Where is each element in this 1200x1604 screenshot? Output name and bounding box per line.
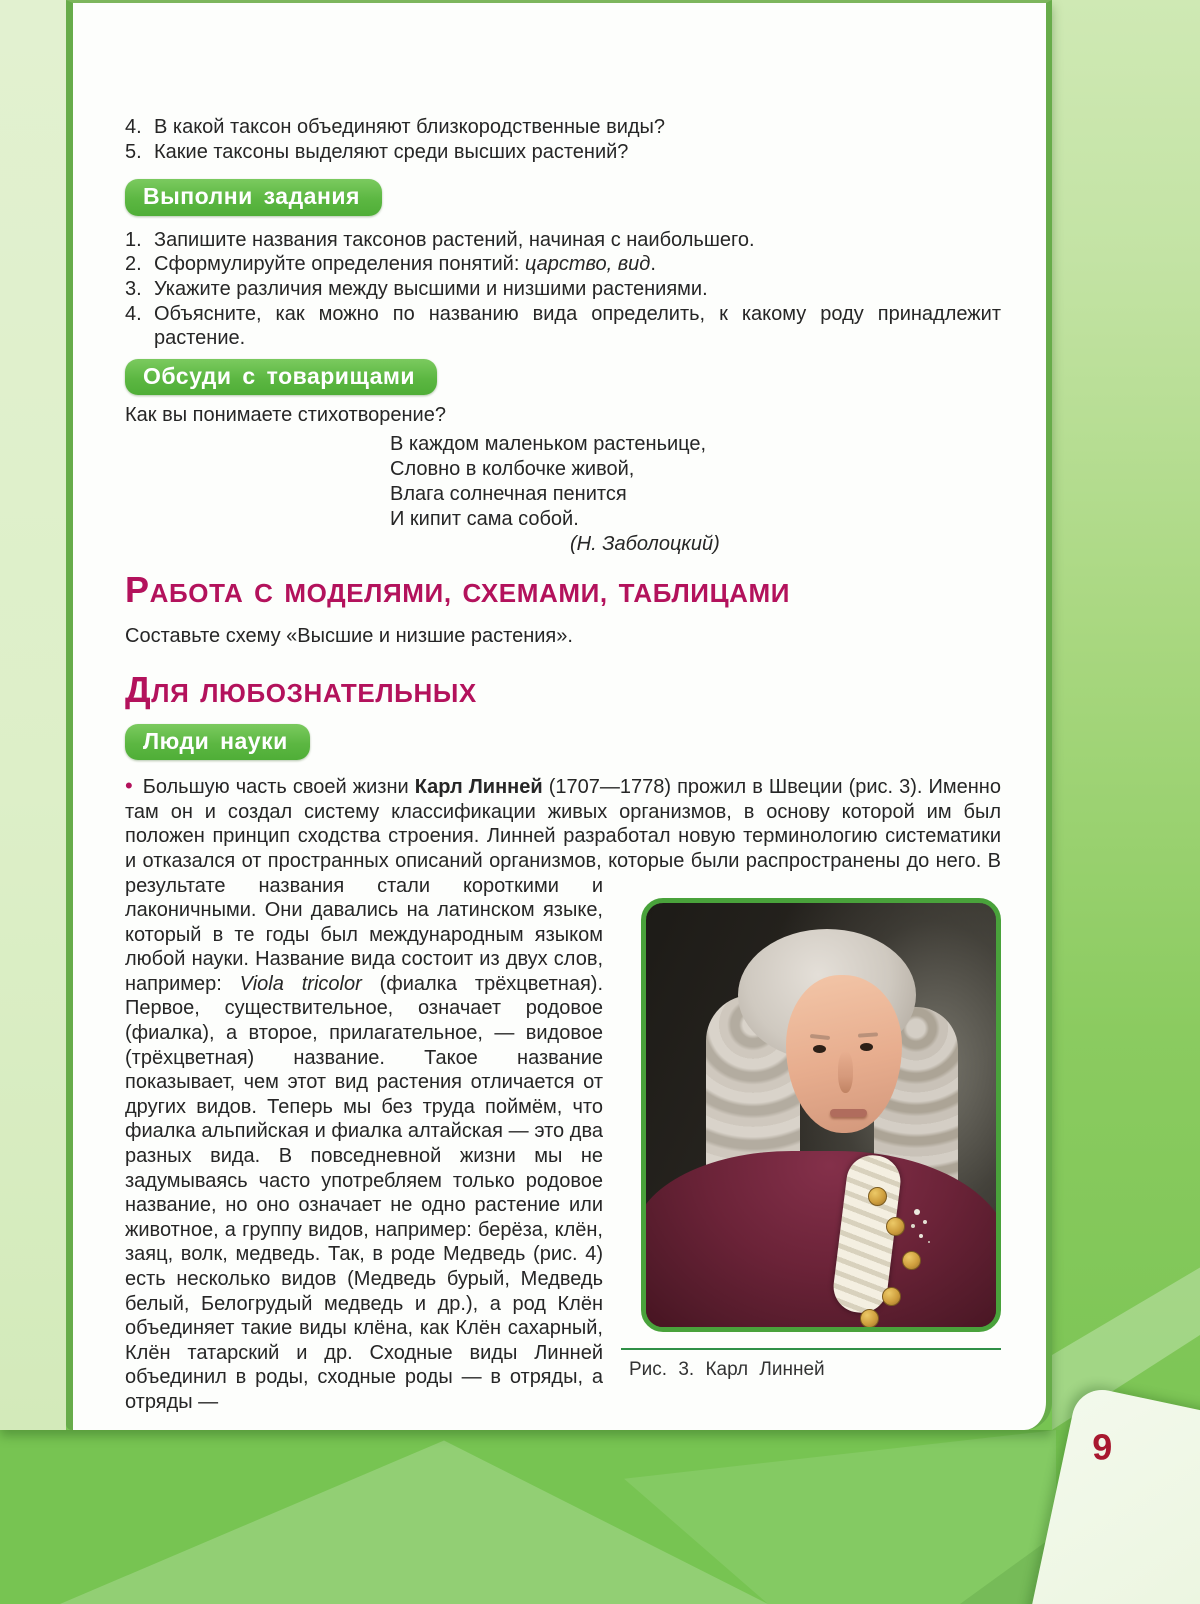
- curious-text: (фиалка трёхцветная). Первое, существительное, означает родовое (фиалка), а второе, прилагательное, — видовое (трёхцветная) название. Такое название показывает, чем этот вид растения отличается от других видов. Теперь мы без труда поймём, что фиалка альпийская и фиалка алтайская — это два разных вида. В повседневной жизни мы не задумываясь часто употребляем только родовое название, но оно означает не одно растение или животное, а группу видов, например: берёза, клён, заяц, волк, медведь. Так, в роде Медведь (рис. 4) есть несколько видов (Медведь бурый, Медведь белый, Белогрудый медведь и др.), а род Клён объединяет такие виды клёна, как Клён сахарный, Клён татарский и др. Сходные виды Линней объединил в роды, сходные роды — в отряды, а отряды —: [125, 972, 603, 1413]
- section-heading-curious: ДЛЯ ЛЮБОЗНАТЕЛЬНЫХ: [125, 668, 477, 710]
- left-margin-column: [0, 0, 66, 1430]
- figure-divider: [621, 1348, 1001, 1350]
- curious-text-bold: Карл Линней: [414, 776, 543, 799]
- poem: [390, 432, 1001, 532]
- task-text-italic: царство, вид: [524, 253, 651, 276]
- right-margin-column: [1052, 0, 1200, 1430]
- task-number: 1.: [125, 228, 142, 251]
- task-text: .: [650, 253, 656, 276]
- task-text: Сформулируйте определения понятий:: [154, 253, 525, 276]
- task-item: [125, 228, 1001, 253]
- task-number: 4.: [125, 302, 142, 325]
- curious-text-latin: Viola tricolor: [239, 972, 362, 995]
- poem-line: И кипит сама собой.: [390, 507, 579, 530]
- task-item: [125, 252, 1001, 277]
- question-item: [125, 115, 1001, 140]
- curious-paragraph: [125, 774, 1001, 1414]
- portrait-nose: [838, 1051, 853, 1093]
- task-number: 2.: [125, 253, 142, 276]
- tasks-badge: Выполни задания: [125, 179, 382, 216]
- figure-block: [621, 898, 1001, 1382]
- poem-line: В каждом маленьком растеньице,: [390, 432, 707, 455]
- poem-line: Словно в колбочке живой,: [390, 457, 635, 480]
- portrait-button: [868, 1187, 887, 1206]
- badge-row: [125, 351, 1001, 396]
- curious-text: Большую часть своей жизни: [142, 776, 415, 799]
- task-item: [125, 302, 1001, 351]
- textbook-page: [66, 0, 1052, 1430]
- bottom-background: [0, 1430, 1200, 1604]
- badge-row: [125, 164, 1001, 216]
- portrait-button: [860, 1309, 879, 1328]
- task-text: Запишите названия таксонов растений, начиная с наибольшего.: [154, 228, 755, 251]
- bullet-marker: •: [125, 773, 133, 799]
- discuss-intro: Как вы понимаете стихотворение?: [125, 404, 446, 427]
- page-number: 9: [1092, 1426, 1113, 1468]
- models-task: Составьте схему «Высшие и низшие растения».: [125, 624, 573, 647]
- tasks-list: [125, 228, 1001, 351]
- task-item: [125, 277, 1001, 302]
- people-badge: Люди науки: [125, 724, 310, 761]
- badge-row: [125, 712, 1001, 761]
- task-number: 3.: [125, 277, 142, 300]
- portrait-coat: [641, 1151, 1001, 1331]
- section-heading-models: РАБОТА С МОДЕЛЯМИ, СХЕМАМИ, ТАБЛИЦАМИ: [125, 568, 791, 610]
- portrait-button: [882, 1287, 901, 1306]
- question-text: Какие таксоны выделяют среди высших растений?: [154, 140, 629, 163]
- discuss-badge: Обсуди с товарищами: [125, 359, 437, 396]
- question-item: [125, 140, 1001, 165]
- task-text: Объясните, как можно по названию вида определить, к какому роду принадлежит растение.: [154, 302, 1001, 350]
- portrait-button: [886, 1217, 905, 1236]
- figure-frame: [641, 898, 1001, 1332]
- task-text: Укажите различия между высшими и низшими растениями.: [154, 277, 708, 300]
- figure-caption: Рис. 3. Карл Линней: [629, 1359, 825, 1381]
- question-number: 4.: [125, 116, 142, 138]
- portrait-mouth: [830, 1109, 867, 1117]
- poem-author: (Н. Заболоцкий): [570, 532, 720, 555]
- curious-text: (1707—1778) прожил в Швеции (рис. 3). Именно там он и создал систему классификации живых организмов, в основу которой им был положен принцип сходства строения. Линней разработал новую терминологию систематики и отказался от пространных описаний организмов, которые были распространены до него. В результате названия стали короткими и лаконичными. Они давались на латинском языке, который в те годы был международным языком любой науки. Название вида состоит из двух слов, например:: [125, 776, 1001, 995]
- poem-line: Влага солнечная пенится: [390, 482, 627, 505]
- question-text: В какой таксон объединяют близкородственные виды?: [154, 116, 666, 138]
- linnaeus-portrait: [646, 903, 996, 1327]
- portrait-button: [902, 1251, 921, 1270]
- question-number: 5.: [125, 140, 142, 163]
